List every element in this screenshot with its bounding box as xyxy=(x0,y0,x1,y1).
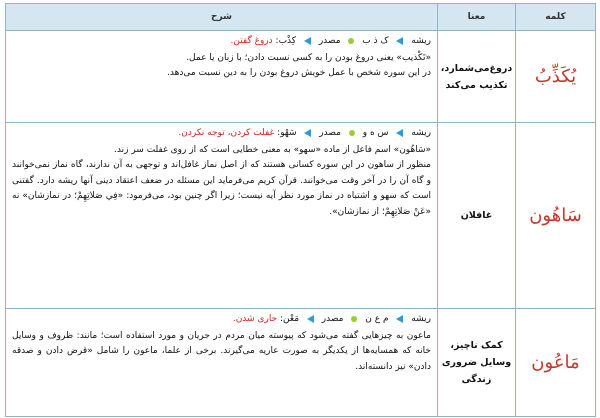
explanation-paragraph: «تَکْذیب» یعنی دروغ بودن را به کسی نسبت دادن؛ با زبان یا عمل. xyxy=(186,52,431,63)
word-cell: یُکَذِّبُ xyxy=(516,31,596,123)
masdar-word: مَعْن: xyxy=(280,314,300,324)
root-letters: م ع ن xyxy=(365,314,389,324)
bullet-dot-icon xyxy=(351,316,357,322)
header-meaning: معنا xyxy=(438,4,516,31)
arrow-left-icon xyxy=(307,315,314,323)
bullet-dot-icon xyxy=(349,130,355,136)
meaning-line: زندگی xyxy=(461,374,492,385)
masdar-label: مصدر xyxy=(319,128,341,138)
table-row xyxy=(6,123,596,309)
meaning-line: غافلان xyxy=(460,210,493,221)
root-letters: س ه و xyxy=(362,128,389,138)
meaning-cell xyxy=(438,309,516,417)
table-header-row xyxy=(6,4,596,31)
root-line xyxy=(12,312,431,328)
arrow-left-icon xyxy=(396,129,403,137)
root-label: ریشه xyxy=(411,314,431,324)
masdar-word: کِذْب: xyxy=(275,36,297,46)
arrow-left-icon xyxy=(304,37,311,45)
header-explanation: شرح xyxy=(6,4,438,31)
root-line xyxy=(12,126,431,142)
explanation-paragraph: منظور از ساهون در این سوره کسانی هستند که از اصل نماز غافل‌اند و توجهی به آن ندارند، گاه نماز نمی‌خوانند و گاه آن را در آخر وقت می‌خوانند. قرآن کریم می‌فرماید این مسئله در ضعف اعتقاد دینی آنها ریشه دارد. گفتنی است که سهو و اشتباه در نماز مورد نظر آیه نیست؛ زیرا اگر چنین بود، می‌فرمود: «فِي صَلاتِهِمْ؛ در نمازشان» نه «عَنْ صَلاتِهِمْ؛ از نمازشان». xyxy=(12,160,431,217)
explanation-cell xyxy=(6,31,438,123)
meaning-cell xyxy=(438,31,516,123)
meaning-line: تکذیب می‌کند xyxy=(445,79,508,91)
meaning-line: وسایل ضروری xyxy=(441,357,512,368)
masdar-word: سَهْو: xyxy=(277,128,297,138)
masdar-label: مصدر xyxy=(321,314,344,324)
masdar-label: مصدر xyxy=(318,36,341,46)
root-line xyxy=(12,34,431,50)
explanation-paragraph: «سَاهُون» اسم فاعل از ماده «سهو» به معنی خطایی است که از روی غفلت سر زند. xyxy=(114,144,431,155)
root-label: ریشه xyxy=(411,36,431,46)
arrow-left-icon xyxy=(304,129,311,137)
meaning-line: کمک ناچیز، xyxy=(450,340,503,351)
meaning-line: دروغ‌می‌شمارد، xyxy=(440,62,513,74)
arrow-left-icon xyxy=(396,37,403,45)
bullet-dot-icon xyxy=(348,38,354,44)
explanation-cell xyxy=(6,309,438,417)
table-row xyxy=(6,31,596,123)
vocabulary-table xyxy=(5,3,596,417)
arrow-left-icon xyxy=(396,315,403,323)
word-cell: سَاهُون xyxy=(516,123,596,309)
word-cell: مَاعُون xyxy=(516,309,596,417)
explanation-paragraph: در این سوره شخص با عمل خویش دروغ بودن را به دین نسبت می‌دهد. xyxy=(167,68,431,78)
masdar-meaning: غفلت کردن، توجه نکردن. xyxy=(178,128,275,138)
masdar-meaning: دروغ گفتن. xyxy=(230,36,273,46)
explanation-cell xyxy=(6,123,438,309)
meaning-cell xyxy=(438,123,516,309)
masdar-meaning: جاری شدن. xyxy=(232,314,278,324)
table-row xyxy=(6,309,596,417)
root-label: ریشه xyxy=(411,128,431,138)
root-letters: ک ذ ب xyxy=(362,36,389,46)
header-word: کلمه xyxy=(516,4,596,31)
explanation-paragraph: ماعون به چیزهایی گفته می‌شود که پیوسته میان مردم در جریان و مورد استفاده است؛ مانند: ظروف و وسایل خانه که همسایه‌ها از یکدیگر به صورت عاریه می‌گیرند. برخی از علما، ماعون را شامل «قرض دادن و صدقه دادن» نیز دانسته‌اند. xyxy=(12,330,431,372)
